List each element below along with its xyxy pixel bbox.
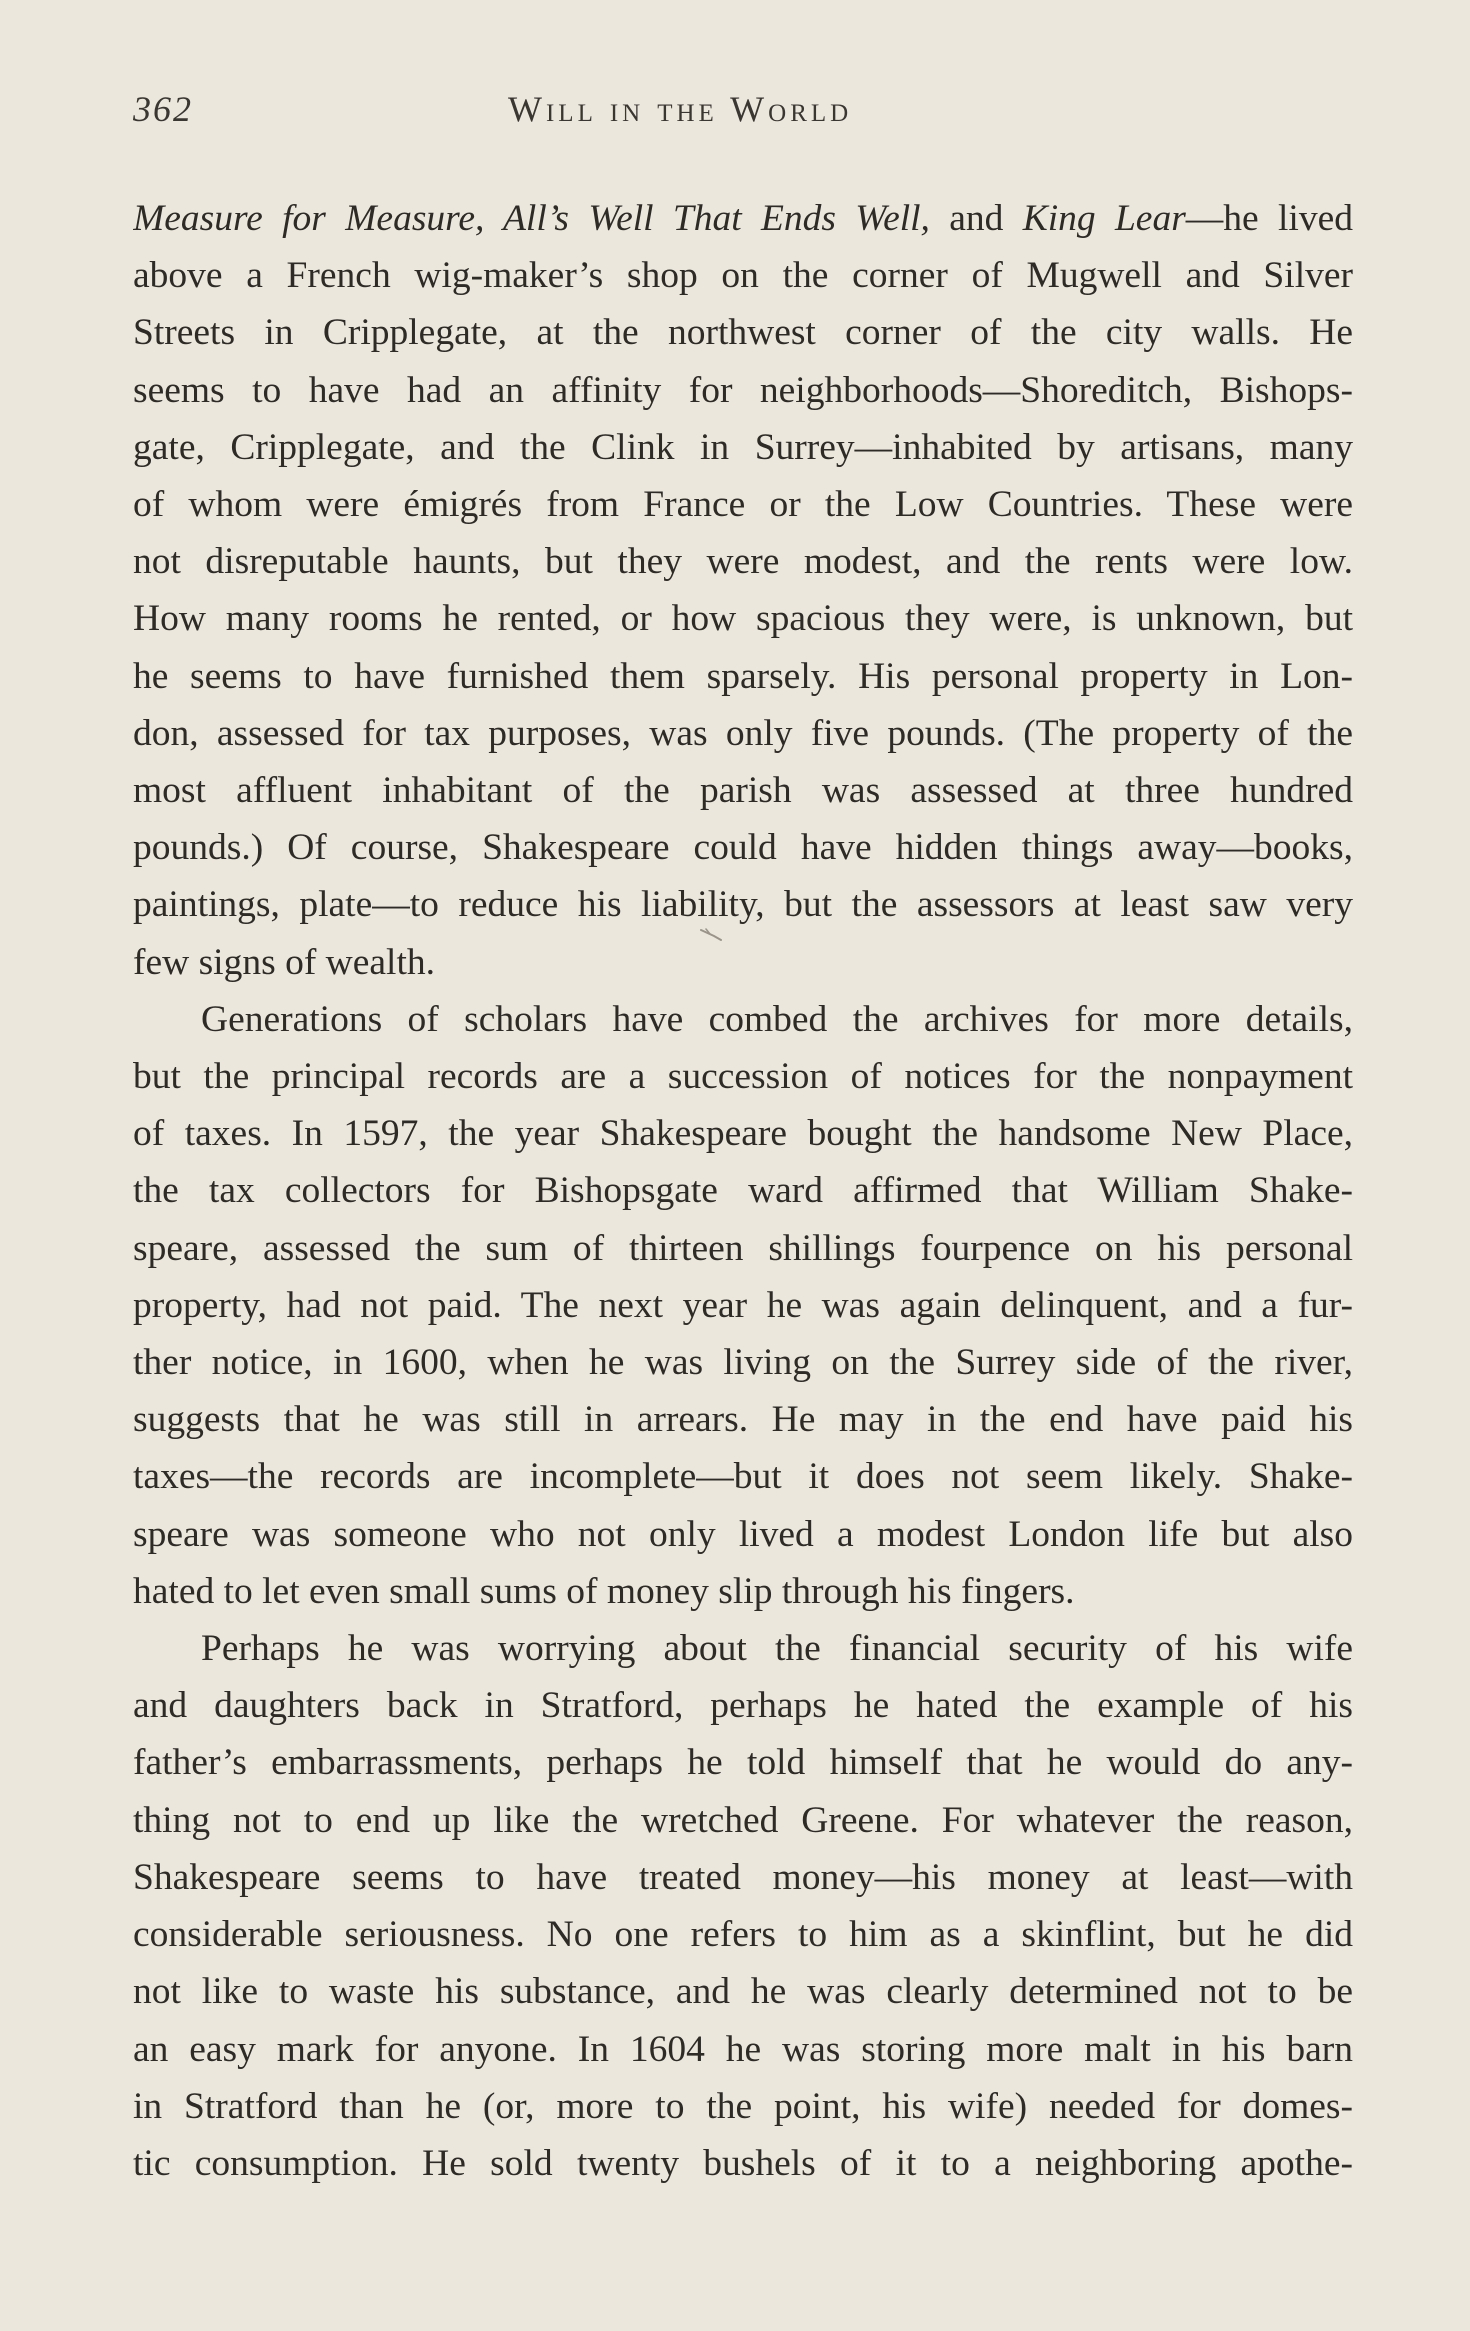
- text-line: taxes—the records are incomplete—but it does not seem likely. Shake-: [133, 1456, 1353, 1498]
- running-head: [133, 88, 1353, 142]
- text-run: —he lived: [1185, 198, 1353, 239]
- text-line: Shakespeare seems to have treated money—his money at least—with: [133, 1856, 1353, 1898]
- text-line: an easy mark for anyone. In 1604 he was storing more malt in his barn: [133, 2028, 1353, 2070]
- paragraph-2: [133, 991, 1353, 1620]
- text-line: father’s embarrassments, perhaps he told himself that he would do any-: [133, 1742, 1353, 1784]
- text-line: suggests that he was still in arrears. He may in the end have paid his: [133, 1399, 1353, 1441]
- text-line: not like to waste his substance, and he was clearly determined not to be: [133, 1971, 1353, 2013]
- text-line: few signs of wealth.: [133, 941, 436, 983]
- text-line: above a French wig-maker’s shop on the corner of Mugwell and Silver: [133, 255, 1353, 297]
- text-line: in Stratford than he (or, more to the point, his wife) needed for domes-: [133, 2085, 1353, 2127]
- text-line: not disreputable haunts, but they were modest, and the rents were low.: [133, 541, 1353, 583]
- text-run: and: [929, 198, 1023, 239]
- ink-mark: [700, 928, 722, 942]
- text-line: speare, assessed the sum of thirteen shillings fourpence on his personal: [133, 1227, 1353, 1269]
- text-line: the tax collectors for Bishopsgate ward affirmed that William Shake-: [133, 1170, 1353, 1212]
- text-line: paintings, plate—to reduce his liability, but the assessors at least saw very: [133, 884, 1353, 926]
- text-line: How many rooms he rented, or how spacious they were, is unknown, but: [133, 598, 1353, 640]
- text-line: ther notice, in 1600, when he was living on the Surrey side of the river,: [133, 1342, 1353, 1384]
- body-text: [133, 190, 1353, 2192]
- text-line: Streets in Cripplegate, at the northwest corner of the city walls. He: [133, 312, 1353, 354]
- text-line: hated to let even small sums of money slip through his fingers.: [133, 1570, 1075, 1612]
- italic-title: King Lear: [1022, 198, 1186, 239]
- text-line: he seems to have furnished them sparsely. His personal property in Lon-: [133, 655, 1353, 697]
- text-line: thing not to end up like the wretched Greene. For whatever the reason,: [133, 1799, 1353, 1841]
- text-line: Generations of scholars have combed the archives for more details,: [201, 998, 1353, 1040]
- text-line: don, assessed for tax purposes, was only five pounds. (The property of the: [133, 712, 1353, 754]
- text-line: of taxes. In 1597, the year Shakespeare bought the handsome New Place,: [133, 1113, 1353, 1155]
- text-line: property, had not paid. The next year he was again delinquent, and a fur-: [133, 1284, 1353, 1326]
- text-line: tic consumption. He sold twenty bushels of it to a neighboring apothe-: [133, 2142, 1353, 2184]
- text-line: of whom were émigrés from France or the Low Countries. These were: [133, 484, 1353, 526]
- paragraph-1: [133, 190, 1353, 991]
- text-line: gate, Cripplegate, and the Clink in Surrey—inhabited by artisans, many: [133, 426, 1353, 468]
- text-line: seems to have had an affinity for neighborhoods—Shoreditch, Bishops-: [133, 369, 1353, 411]
- running-title: Will in the World: [508, 89, 853, 129]
- text-line: most affluent inhabitant of the parish was assessed at three hundred: [133, 770, 1353, 812]
- text-line: and daughters back in Stratford, perhaps he hated the example of his: [133, 1685, 1353, 1727]
- text-line: speare was someone who not only lived a modest London life but also: [133, 1513, 1353, 1555]
- text-line: pounds.) Of course, Shakespeare could have hidden things away—books,: [133, 827, 1353, 869]
- text-line: but the principal records are a succession of notices for the nonpayment: [133, 1056, 1353, 1098]
- italic-titles: Measure for Measure, All’s Well That Ends Well,: [133, 198, 930, 239]
- paragraph-3: [133, 1620, 1353, 2192]
- text-line: Perhaps he was worrying about the financial security of his wife: [201, 1628, 1353, 1670]
- text-line: considerable seriousness. No one refers to him as a skinflint, but he did: [133, 1914, 1353, 1956]
- paragraph-1-line-1: [133, 190, 1353, 247]
- page-number: 362: [133, 89, 193, 129]
